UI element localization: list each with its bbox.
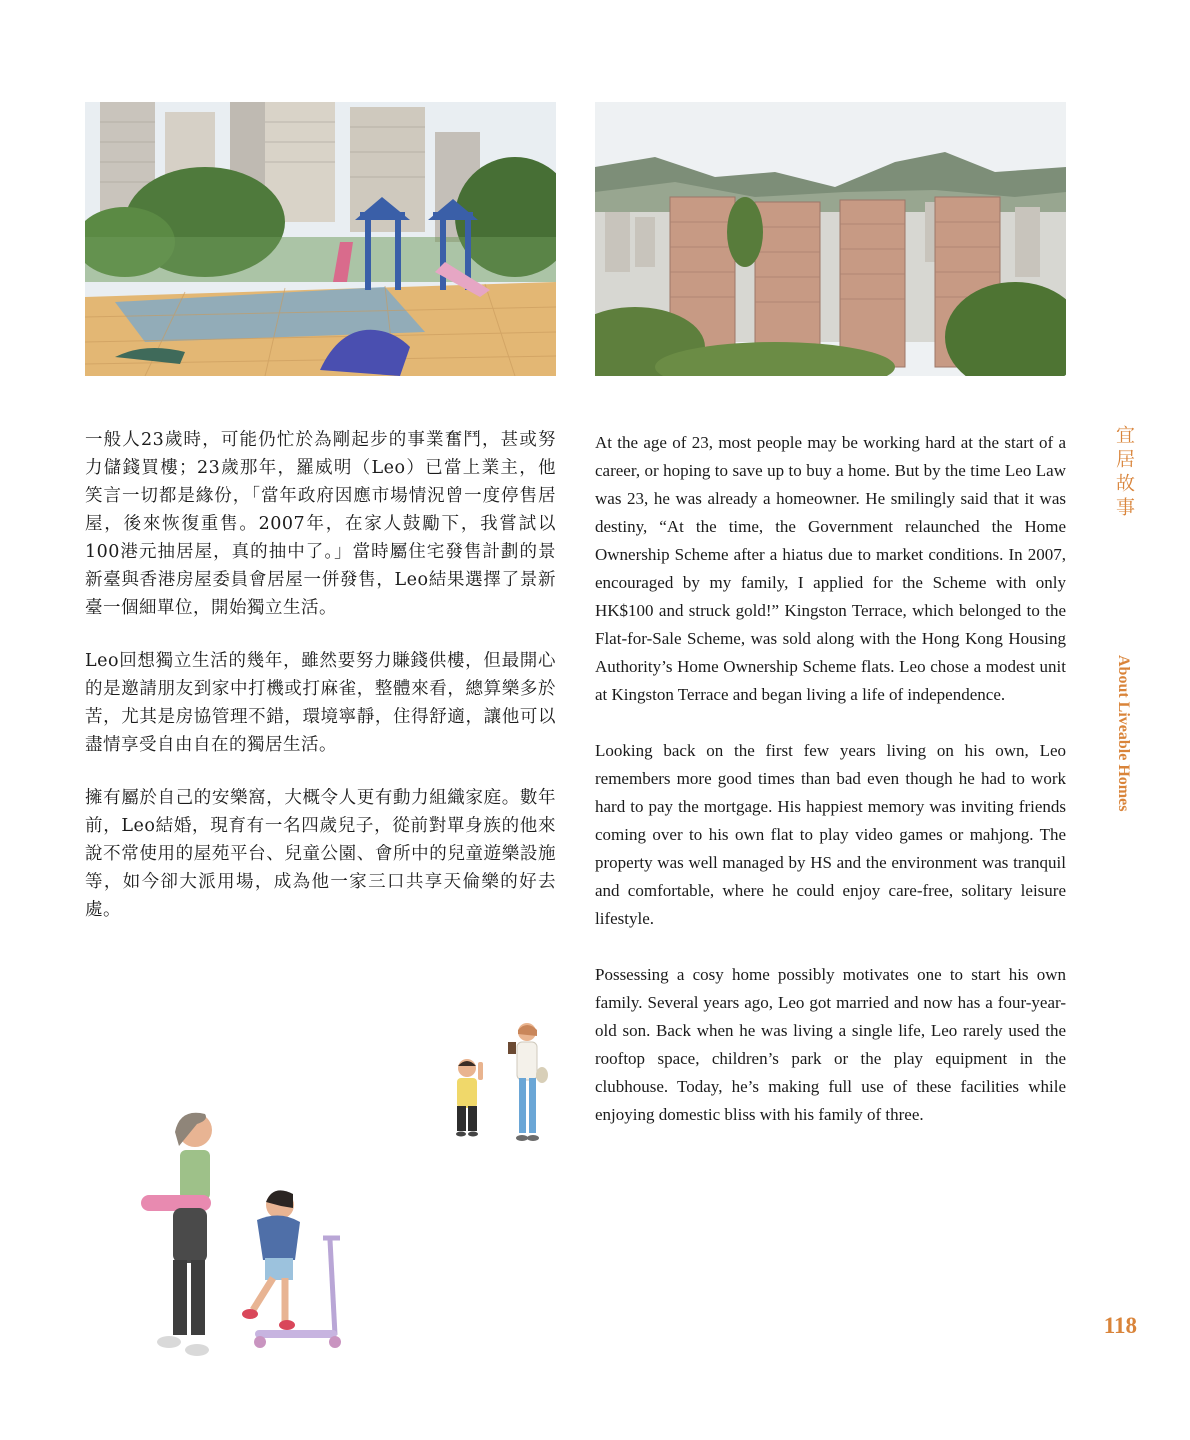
page-number: 118 bbox=[1103, 1313, 1137, 1338]
scooter-illustration bbox=[135, 1110, 350, 1365]
en-paragraph-1: At the age of 23, most people may be working hard at the start of a career, or hoping to save up to buy a home. But by the time Leo Law was 23, he was already a homeowner. He smilingly said that it was destiny, “At the time, the Government relaunched the Home Ownership Scheme after a hiatus due to market conditions. In 2007, encouraged by my family, I applied for the Scheme with only HK$100 and struck gold!” Kingston Terrace, which belonged to the Flat-for-Sale Scheme, was sold along with the Hong Kong Housing Authority’s Home Ownership Scheme flats. Leo chose a modest unit at Kingston Terrace and began living a life of independence. bbox=[595, 433, 1066, 704]
en-paragraph-2: Looking back on the first few years living on his own, Leo remembers more good times than bad even though he had to work hard to pay the mortgage. His happiest memory was inviting friends coming over to his own flat to play video games or mahjong. The property was well managed by HS and the environment was tranquil and comfortable, where he could enjoy care-free, solitary leisure lifestyle. bbox=[595, 741, 1066, 928]
chinese-article bbox=[85, 426, 556, 949]
housing-towers-photo bbox=[595, 102, 1066, 376]
zh-paragraph-3: 擁有屬於自己的安樂窩，大概令人更有動力組織家庭。數年前，Leo結婚，現育有一名四歲兒子，從前對單身族的他來說不常使用的屋苑平台、兒童公園、會所中的兒童遊樂設施等，如今卻大派用場，成為他一家三口共享天倫樂的好去處。 bbox=[85, 788, 556, 920]
playground-photo bbox=[85, 102, 556, 376]
family-illustration bbox=[445, 1020, 555, 1150]
section-label-zh: 宜居故事 bbox=[1113, 425, 1135, 521]
zh-paragraph-1: 一般人23歲時，可能仍忙於為剛起步的事業奮鬥，甚或努力儲錢買樓；23歲那年，羅威明（Leo）已當上業主，他笑言一切都是緣份，「當年政府因應市場情況曾一度停售居屋，後來恢復重售。2007年，在家人鼓勵下，我嘗試以100港元抽居屋，真的抽中了。」當時屬住宅發售計劃的景新臺與香港房屋委員會居屋一併發售，Leo結果選擇了景新臺一個細單位，開始獨立生活。 bbox=[85, 430, 556, 618]
section-label-en: About Liveable Homes bbox=[1115, 655, 1132, 812]
english-article bbox=[595, 429, 1066, 1157]
en-paragraph-3: Possessing a cosy home possibly motivates one to start his own family. Several years ago, Leo got married and now has a four-year-old son. Back when he was living a single life, Leo rarely used the rooftop space, children’s park or the play equipment in the clubhouse. Today, he’s making full use of these facilities while enjoying domestic bliss with his family of three. bbox=[595, 965, 1066, 1124]
zh-paragraph-2: Leo回想獨立生活的幾年，雖然要努力賺錢供樓，但最開心的是邀請朋友到家中打機或打麻雀，整體來看，總算樂多於苦，尤其是房協管理不錯，環境寧靜，住得舒適，讓他可以盡情享受自由自在的獨居生活。 bbox=[85, 651, 556, 755]
